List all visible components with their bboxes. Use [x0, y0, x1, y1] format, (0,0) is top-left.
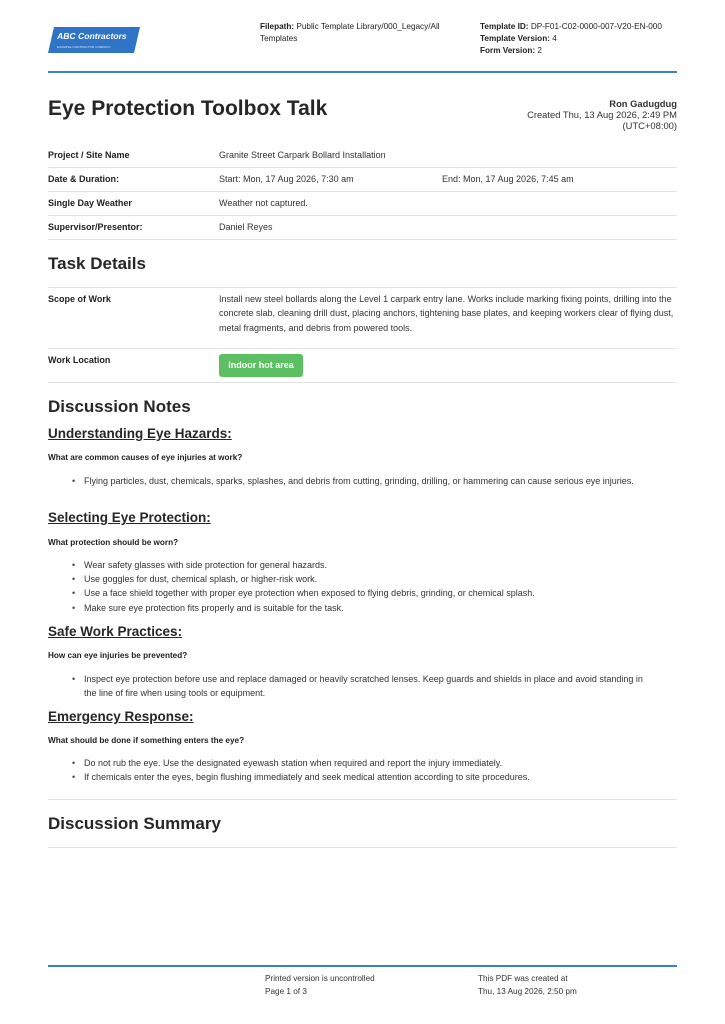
- discussion-notes-heading: Discussion Notes: [48, 397, 191, 416]
- info-row-date: [48, 168, 677, 192]
- filepath-value: Public Template Library/000_Legacy/All Templates: [260, 22, 440, 43]
- list-item: • Use goggles for dust, chemical splash, or higher-risk work.: [84, 572, 654, 586]
- pdf-created-date: Thu, 13 Aug 2026, 2:50 pm: [478, 987, 577, 996]
- section-question-hazards: What are common causes of eye injuries at work?: [48, 453, 243, 462]
- section-title-selecting: Selecting Eye Protection:: [48, 510, 211, 525]
- list-item: • Do not rub the eye. Use the designated eyewash station when required and report the injury immediately.: [84, 756, 654, 770]
- filepath-block: [260, 21, 470, 45]
- supervisor-label: Supervisor/Presentor:: [48, 222, 143, 232]
- scope-value: Install new steel bollards along the Level 1 carpark entry lane. Works include marking fixing points, drilling into the concrete slab, cleaning drill dust, placing anchors, tightening base plates, and keeping workers clear of flying dust, metal fragments, and debris from powered tools.: [219, 294, 674, 333]
- footer-divider: [48, 965, 677, 967]
- date-label: Date & Duration:: [48, 174, 120, 184]
- logo-tagline: EXAMPLE CONTRACTOR COMPANY: [57, 45, 111, 49]
- project-label: Project / Site Name: [48, 150, 130, 160]
- page-number: Page 1 of 3: [265, 987, 307, 996]
- summary-divider: [48, 847, 677, 848]
- bullet-list-hazards: [84, 474, 654, 488]
- task-divider-mid: [48, 348, 677, 349]
- supervisor-value: Daniel Reyes: [219, 222, 273, 232]
- section-question-selecting: What protection should be worn?: [48, 538, 179, 547]
- bullet-list-practices: [84, 672, 654, 700]
- company-logo: [48, 27, 140, 53]
- list-item: • If chemicals enter the eyes, begin flushing immediately and seek medical attention according to site procedures.: [84, 770, 654, 784]
- template-id-value: DP-F01-C02-0000-007-V20-EN-000: [530, 22, 662, 31]
- end-value: End: Mon, 17 Aug 2026, 7:45 am: [442, 174, 574, 184]
- document-title: Eye Protection Toolbox Talk: [48, 97, 328, 120]
- section-question-practices: How can eye injuries be prevented?: [48, 651, 188, 660]
- template-info-block: [480, 21, 680, 57]
- discussion-summary-heading: Discussion Summary: [48, 814, 221, 833]
- list-item: • Inspect eye protection before use and replace damaged or heavily scratched lenses. Keep guards and shields in place and avoid standing in the line of fire when using tools or equipment.: [84, 672, 654, 700]
- timezone: (UTC+08:00): [622, 120, 677, 131]
- task-details-heading: Task Details: [48, 254, 146, 273]
- author-name: Ron Gadugdug: [609, 98, 677, 109]
- start-value: Start: Mon, 17 Aug 2026, 7:30 am: [219, 174, 354, 184]
- discussion-divider: [48, 799, 677, 800]
- info-row-supervisor: [48, 216, 677, 240]
- list-item: • Make sure eye protection fits properly and is suitable for the task.: [84, 601, 654, 615]
- info-row-weather: [48, 192, 677, 216]
- location-label: Work Location: [48, 355, 111, 365]
- section-title-hazards: Understanding Eye Hazards:: [48, 426, 232, 441]
- list-item: • Flying particles, dust, chemicals, sparks, splashes, and debris from cutting, grinding, drilling, or hammering can cause serious eye injuries.: [84, 474, 654, 488]
- location-badge: Indoor hot area: [219, 354, 303, 377]
- bullet-list-emergency: [84, 756, 654, 784]
- pdf-created-label: This PDF was created at: [478, 974, 568, 983]
- creator-block: [527, 98, 677, 131]
- section-title-emergency: Emergency Response:: [48, 709, 194, 724]
- uncontrolled-notice: Printed version is uncontrolled: [265, 974, 375, 983]
- weather-label: Single Day Weather: [48, 198, 132, 208]
- logo-name: ABC Contractors: [57, 31, 127, 41]
- filepath-label: Filepath:: [260, 22, 295, 31]
- template-version-label: Template Version:: [480, 34, 550, 43]
- list-item: • Wear safety glasses with side protection for general hazards.: [84, 558, 654, 572]
- project-value: Granite Street Carpark Bollard Installation: [219, 150, 386, 160]
- footer-pdf-info: [478, 972, 577, 998]
- template-version-value: 4: [552, 34, 557, 43]
- page-header: [48, 20, 677, 72]
- scope-label: Scope of Work: [48, 294, 111, 304]
- list-item: • Use a face shield together with proper eye protection when exposed to flying debris, grinding, or chemical splash.: [84, 586, 654, 600]
- info-row-project: [48, 144, 677, 168]
- task-divider-bottom: [48, 382, 677, 383]
- footer-print-info: [265, 972, 375, 998]
- section-title-practices: Safe Work Practices:: [48, 624, 183, 639]
- bullet-list-selecting: [84, 558, 654, 615]
- section-question-emergency: What should be done if something enters the eye?: [48, 736, 245, 745]
- task-divider-top: [48, 287, 677, 288]
- form-version-label: Form Version:: [480, 46, 536, 55]
- header-divider: [48, 71, 677, 73]
- template-id-label: Template ID:: [480, 22, 529, 31]
- created-date: Created Thu, 13 Aug 2026, 2:49 PM: [527, 109, 677, 120]
- weather-value: Weather not captured.: [219, 198, 308, 208]
- form-version-value: 2: [537, 46, 542, 55]
